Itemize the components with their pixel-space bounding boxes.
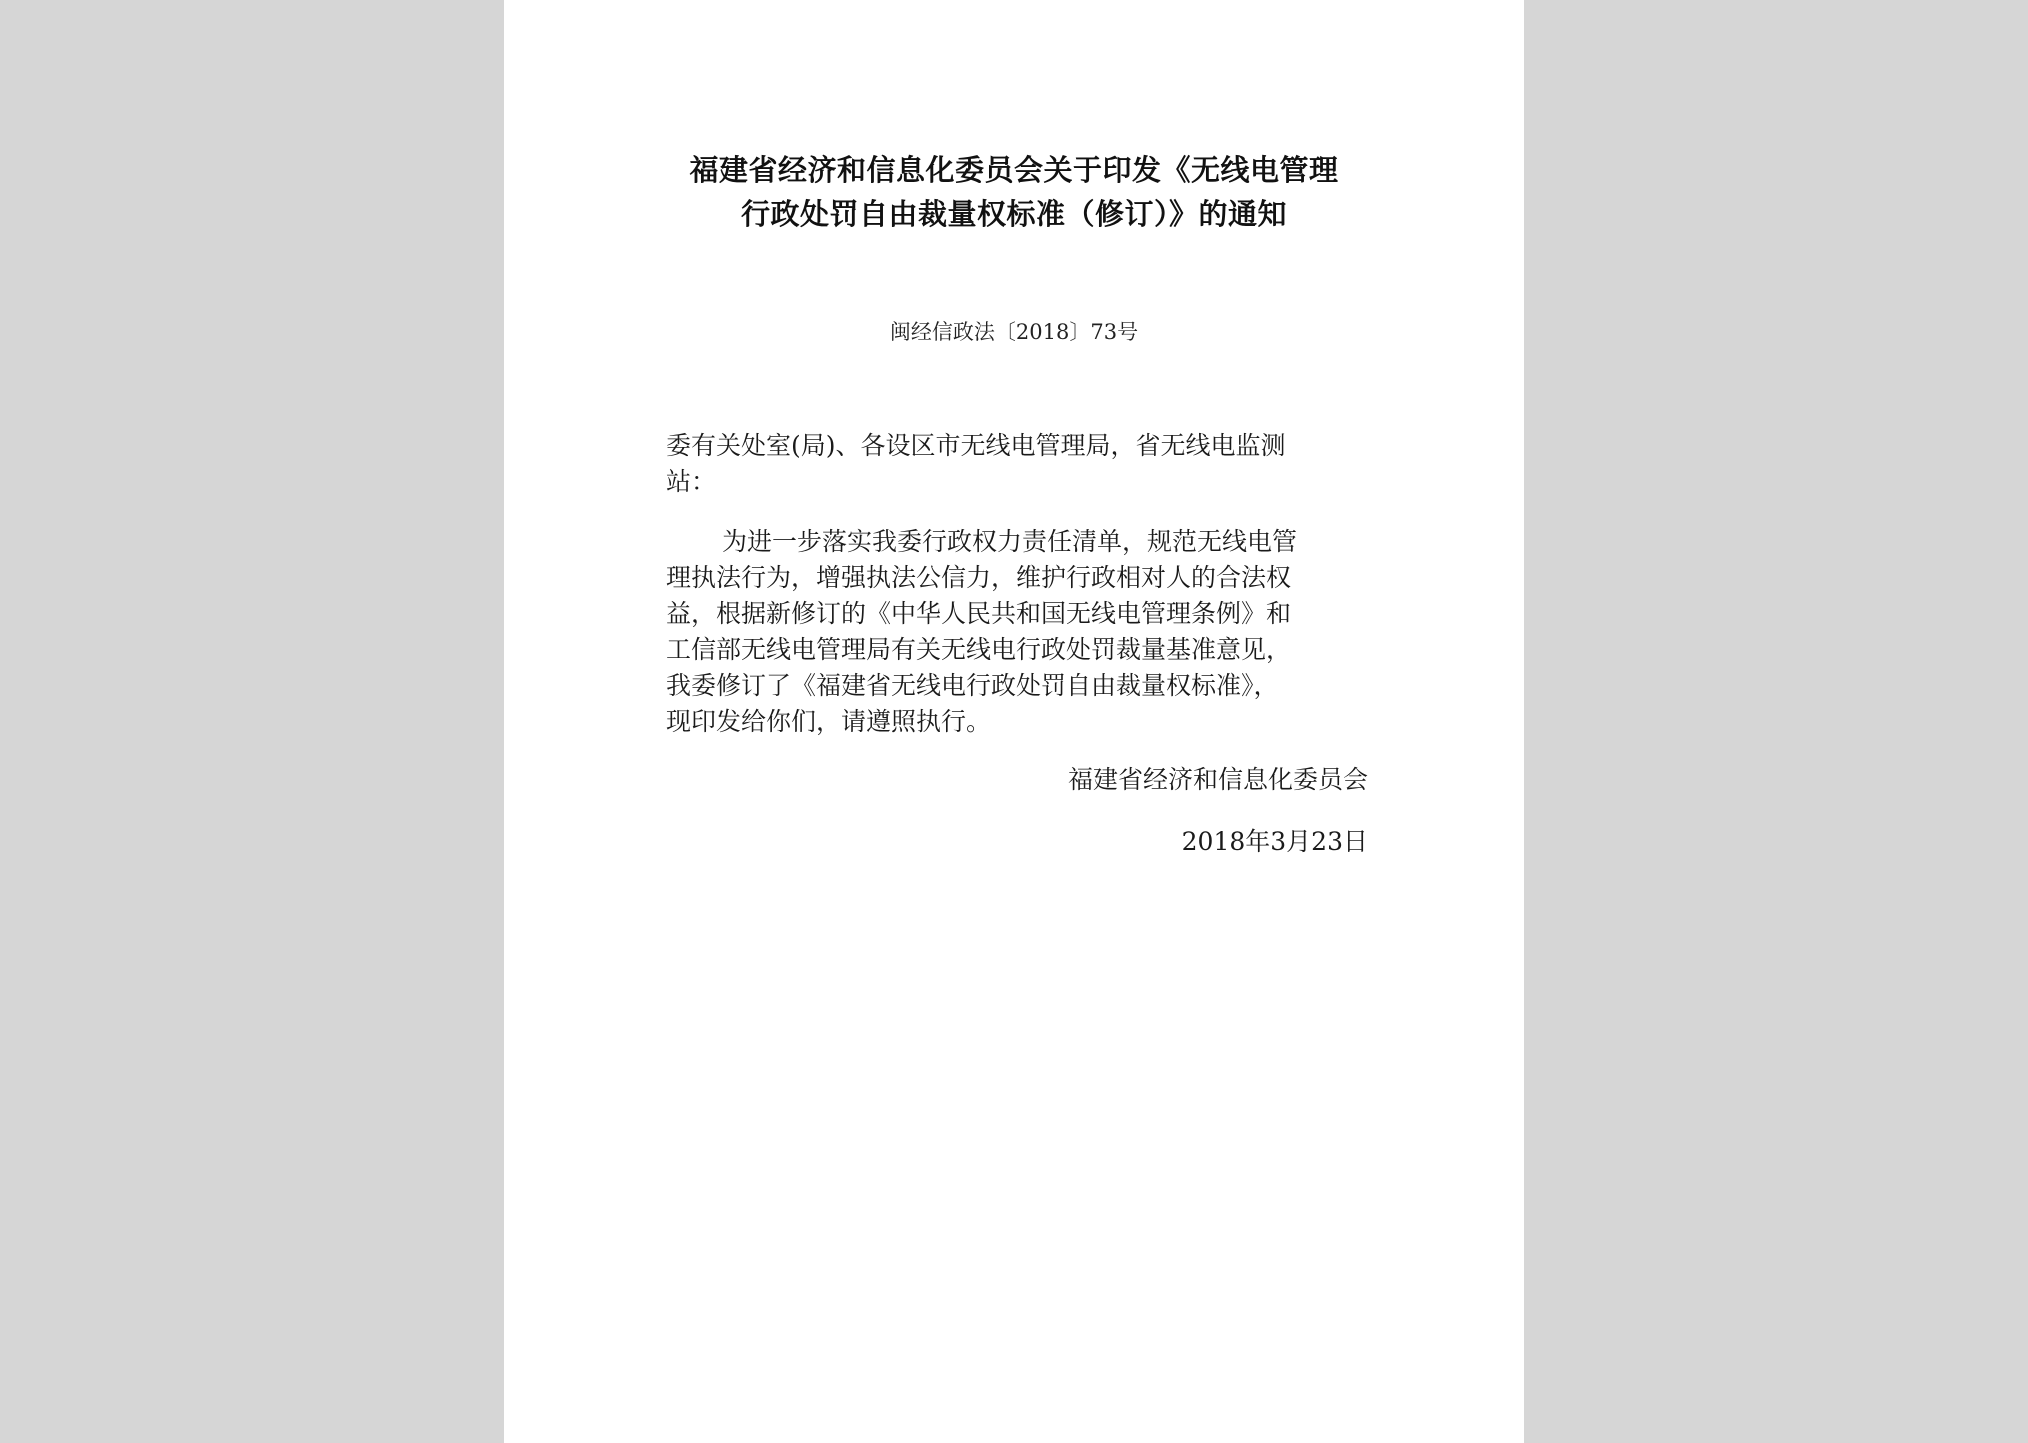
body-line-6: 现印发给你们，请遵照执行。 — [666, 707, 992, 736]
document-page — [504, 0, 1524, 1443]
recipient-line-1: 委有关处室(局)、各设区市无线电管理局，省无线电监测 — [666, 431, 1286, 460]
body-line-3: 益，根据新修订的《中华人民共和国无线电管理条例》和 — [666, 599, 1292, 628]
body-line-1: 为进一步落实我委行政权力责任清单，规范无线电管 — [722, 527, 1298, 556]
recipient — [666, 428, 1366, 500]
recipient-line-2: 站： — [666, 467, 717, 496]
signer: 福建省经济和信息化委员会 — [1067, 765, 1368, 794]
body-paragraph — [666, 524, 1366, 740]
document-title — [504, 148, 1524, 236]
body-line-2: 理执法行为，增强执法公信力，维护行政相对人的合法权 — [666, 563, 1292, 592]
body-line-4: 工信部无线电管理局有关无线电行政处罚裁量基准意见， — [666, 635, 1292, 664]
title-line-1: 福建省经济和信息化委员会关于印发《无线电管理 — [689, 153, 1339, 187]
body-line-5: 我委修订了《福建省无线电行政处罚自由裁量权标准》， — [666, 671, 1279, 700]
issue-date: 2018年3月23日 — [1181, 827, 1368, 856]
document-number: 闽经信政法〔2018〕73号 — [889, 320, 1139, 344]
title-line-2: 行政处罚自由裁量权标准（修订）》的通知 — [740, 197, 1287, 231]
